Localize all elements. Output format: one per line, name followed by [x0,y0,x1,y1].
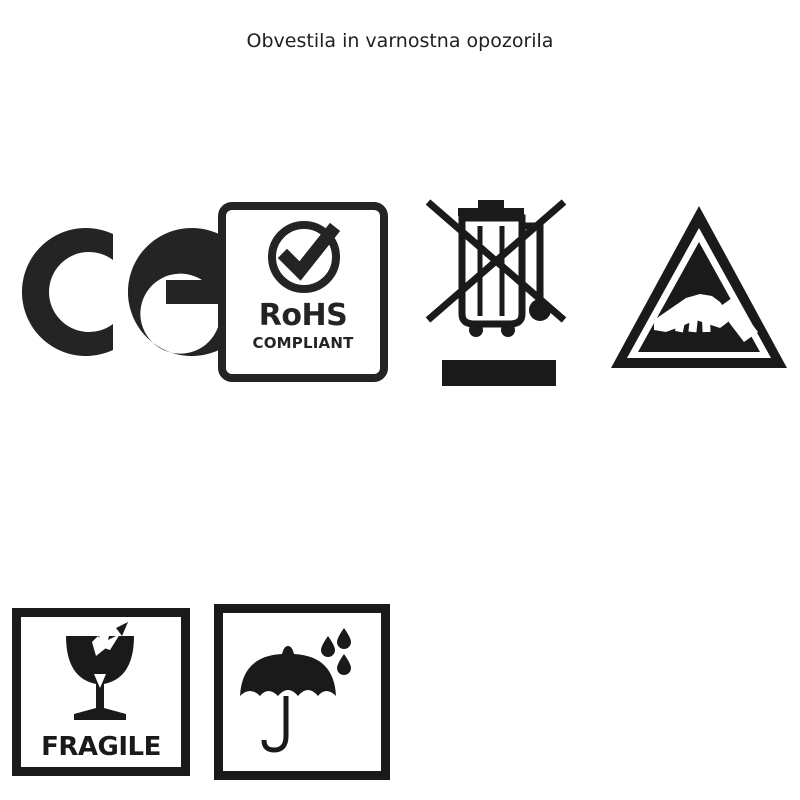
symbol-grid [0,190,800,762]
weee-crossed-out-wheelie-bin-icon [424,196,574,386]
rohs-check-circle-icon [265,218,343,296]
weee-underline-bar [442,360,556,386]
rohs-label: RoHS [258,298,348,333]
fragile-label: FRAGILE [41,732,161,762]
rohs-compliant-icon [218,202,388,382]
rohs-caption: COMPLIANT [252,334,354,352]
page-title: Obvestila in varnostna opozorila [246,30,554,52]
symbol-row-1 [0,190,800,390]
esd-sensitive-device-warning-icon [608,202,790,372]
ce-letter-e-icon [114,222,232,362]
symbol-row-2 [0,390,800,762]
ce-marking-icon [8,222,208,362]
broken-glass-icon [48,622,152,726]
fragile-broken-glass-icon [12,608,190,776]
ce-letter-c-icon [8,222,126,362]
keep-dry-umbrella-icon [214,604,390,780]
umbrella-icon [232,620,372,760]
